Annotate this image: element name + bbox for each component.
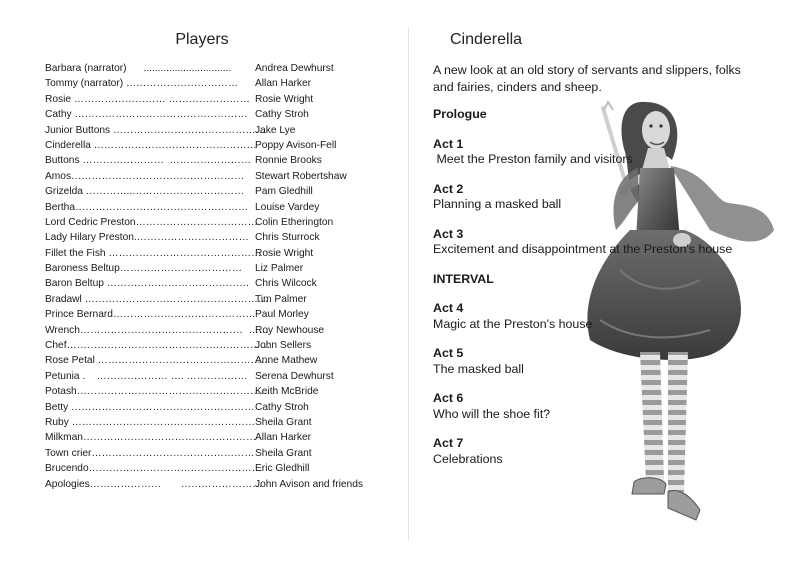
cast-row xyxy=(45,246,390,261)
cast-actor: Jake Lye xyxy=(255,124,296,136)
cast-actor: Rosie Wright xyxy=(255,93,314,105)
cast-role: Tommy (narrator) xyxy=(45,78,124,90)
act-heading: Prologue xyxy=(433,107,487,121)
act-description: Planning a masked ball xyxy=(433,197,562,211)
act-heading: Act 1 xyxy=(433,136,464,151)
cast-role: Ruby xyxy=(45,416,69,428)
cast-role: Lady Hilary Preston xyxy=(45,232,134,244)
cast-actor: Paul Morley xyxy=(255,309,309,321)
cast-role: Chef xyxy=(45,340,67,352)
act-heading: Act 4 xyxy=(433,301,464,315)
act-heading: Act 2 xyxy=(433,181,464,196)
cast-leader-dots: …………..…………………………… xyxy=(82,186,245,198)
cast-actor: Serena Dewhurst xyxy=(255,370,334,382)
cast-row xyxy=(45,446,390,461)
act-entry xyxy=(433,272,778,288)
cast-actor: Allan Harker xyxy=(255,78,312,90)
cast-leader-dots: ………………………………………… xyxy=(91,447,255,459)
cast-role: Baron Beltup xyxy=(45,278,104,290)
cast-row xyxy=(45,200,390,215)
cast-actor: Chris Sturrock xyxy=(255,232,320,244)
cast-actor: Keith McBride xyxy=(255,386,319,398)
cast-role: Apologies xyxy=(45,478,90,490)
act-heading: Act 7 xyxy=(433,436,464,450)
cast-row xyxy=(45,153,390,168)
cast-leader-dots: …………………………………………… xyxy=(94,355,271,367)
cast-actor: Chris Wilcock xyxy=(255,278,317,290)
cast-row xyxy=(45,307,390,322)
cast-row xyxy=(45,169,390,184)
cast-actor: Roy Newhouse xyxy=(255,324,325,336)
act-entry xyxy=(433,436,778,467)
cast-role: Barbara (narrator) xyxy=(45,63,127,74)
cast-leader-dots: …………………………………………… xyxy=(82,432,257,444)
cast-leader-dots: ……………………… …………………… xyxy=(71,93,250,105)
cast-actor: Stewart Robertshaw xyxy=(255,170,347,182)
cast-role: Grizelda xyxy=(45,186,83,198)
cast-leader-dots: ............................... xyxy=(126,63,232,74)
cast-leader-dots: …………………………………………… xyxy=(75,201,249,213)
act-entry xyxy=(433,391,778,422)
cast-role: Bradawl xyxy=(45,293,82,305)
cast-actor: John Sellers xyxy=(255,340,312,352)
act-entry xyxy=(433,227,778,258)
cast-role: Bertha xyxy=(45,201,76,213)
cast-leader-dots: ………………………………………… …… xyxy=(79,324,269,336)
cast-actor: Liz Palmer xyxy=(255,263,304,275)
cast-actor: Sheila Grant xyxy=(255,447,312,459)
cast-actor: Pam Gledhill xyxy=(255,186,313,198)
act-description: Celebrations xyxy=(433,451,503,466)
cast-leader-dots: ……………………………………………… xyxy=(68,416,256,428)
cast-leader-dots: …………………… …………………… xyxy=(79,155,252,167)
act-entry xyxy=(433,137,778,168)
cast-leader-dots: …………………………………………… xyxy=(88,463,262,475)
cast-actor: Cathy Stroh xyxy=(255,401,309,413)
cast-row xyxy=(45,123,390,138)
cast-role: Amos xyxy=(45,170,72,182)
cast-leader-dots: …………………………………………… xyxy=(71,170,245,182)
act-description: Meet the Preston family and visitors xyxy=(433,152,633,166)
cast-role: Rose Petal xyxy=(45,355,95,367)
cast-role: Baroness Beltup xyxy=(45,263,120,275)
cast-row xyxy=(45,461,390,476)
cast-row xyxy=(45,276,390,291)
act-heading: Act 6 xyxy=(433,391,464,405)
cast-role: Betty xyxy=(45,401,69,413)
cast-leader-dots: …………………………………………… xyxy=(71,109,248,121)
cast-leader-dots: ……………………………………… xyxy=(110,124,266,136)
cast-leader-dots: ……………………………… xyxy=(119,263,243,275)
cast-leader-dots: …………………………………… xyxy=(112,309,256,321)
cast-leader-dots: . ………………… …. ……………… xyxy=(79,370,248,382)
act-entry xyxy=(433,182,778,213)
cast-row xyxy=(45,369,390,384)
cast-role: Cinderella xyxy=(45,139,91,151)
cast-leader-dots: ………………………………………………… xyxy=(76,386,271,398)
cast-row xyxy=(45,415,390,430)
cast-row xyxy=(45,76,390,91)
cast-actor: Cathy Stroh xyxy=(255,109,309,121)
cast-role: Brucendo xyxy=(45,463,89,475)
cast-actor: Sheila Grant xyxy=(255,416,312,428)
cast-row xyxy=(45,430,390,445)
act-description: Magic at the Preston's house xyxy=(433,316,593,331)
cast-leader-dots: …………………………… xyxy=(123,78,239,90)
cast-role: Petunia xyxy=(45,370,80,382)
cast-row xyxy=(45,384,390,399)
cast-row xyxy=(45,107,390,122)
act-entry xyxy=(433,107,778,123)
play-title: Cinderella xyxy=(450,31,523,48)
cast-row xyxy=(45,261,390,276)
cast-role: Milkman xyxy=(45,432,83,444)
cast-row xyxy=(45,400,390,415)
cast-row xyxy=(45,61,390,76)
cast-role: Cathy xyxy=(45,109,72,121)
act-entry xyxy=(433,301,778,332)
act-entry xyxy=(433,346,778,377)
cast-row xyxy=(45,138,390,153)
cast-row xyxy=(45,184,390,199)
players-title: Players xyxy=(175,31,229,48)
cast-leader-dots: ……………………………… xyxy=(135,216,258,228)
act-description: Excitement and disappointment at the Preston's house xyxy=(433,242,733,256)
cast-leader-dots: ……………………………………… xyxy=(105,247,262,259)
cast-row xyxy=(45,338,390,353)
cast-leader-dots: …………………………………… xyxy=(103,278,250,290)
cast-actor: Anne Mathew xyxy=(255,355,318,367)
cast-row xyxy=(45,323,390,338)
act-description: Who will the shoe fit? xyxy=(433,406,551,421)
cast-row xyxy=(45,215,390,230)
cast-leader-dots: ……………………………………………… xyxy=(68,401,255,413)
cast-leader-dots: …………………………………………………… xyxy=(66,340,271,352)
cast-actor: John Avison and friends xyxy=(255,478,363,490)
cast-role: Buttons xyxy=(45,155,80,167)
cast-role: Fillet the Fish xyxy=(45,247,106,259)
cast-role: Junior Buttons xyxy=(45,124,111,136)
cast-row xyxy=(45,477,390,492)
cast-actor: Colin Etherington xyxy=(255,216,334,228)
cast-actor: Rosie Wright xyxy=(255,247,314,259)
cast-leader-dots: ………………………………………… xyxy=(90,139,257,151)
cast-role: Prince Bernard xyxy=(45,309,113,321)
cast-role: Town crier xyxy=(45,447,92,459)
cast-actor: Andrea Dewhurst xyxy=(255,63,334,74)
cast-leader-dots: ……………………………………………… xyxy=(81,293,269,305)
cast-list xyxy=(45,61,390,492)
act-list xyxy=(433,107,778,481)
cast-leader-dots: ………………… …………………… xyxy=(89,478,263,490)
cast-role: Potash xyxy=(45,386,77,398)
cast-row xyxy=(45,92,390,107)
page-fold-divider xyxy=(408,28,409,540)
cast-leader-dots: .…………………………… xyxy=(133,232,249,244)
cast-actor: Tim Palmer xyxy=(255,293,307,305)
act-heading: Act 3 xyxy=(433,226,464,241)
cast-role: Rosie xyxy=(45,93,72,105)
cast-actor: Allan Harker xyxy=(255,432,312,444)
cast-row xyxy=(45,230,390,245)
cast-role: Wrench xyxy=(45,324,80,336)
cast-row xyxy=(45,292,390,307)
cast-actor: Poppy Avison-Fell xyxy=(255,139,337,151)
play-introduction: A new look at an old story of servants and slippers, folks and fairies, cinders and sheep. xyxy=(433,63,741,94)
cast-role: Lord Cedric Preston xyxy=(45,216,136,228)
cast-row xyxy=(45,353,390,368)
act-heading: Act 5 xyxy=(433,346,464,360)
cast-actor: Eric Gledhill xyxy=(255,463,310,475)
act-heading: INTERVAL xyxy=(433,271,494,286)
cast-actor: Louise Vardey xyxy=(255,201,320,213)
cast-actor: Ronnie Brooks xyxy=(255,155,322,167)
act-description: The masked ball xyxy=(433,361,524,376)
